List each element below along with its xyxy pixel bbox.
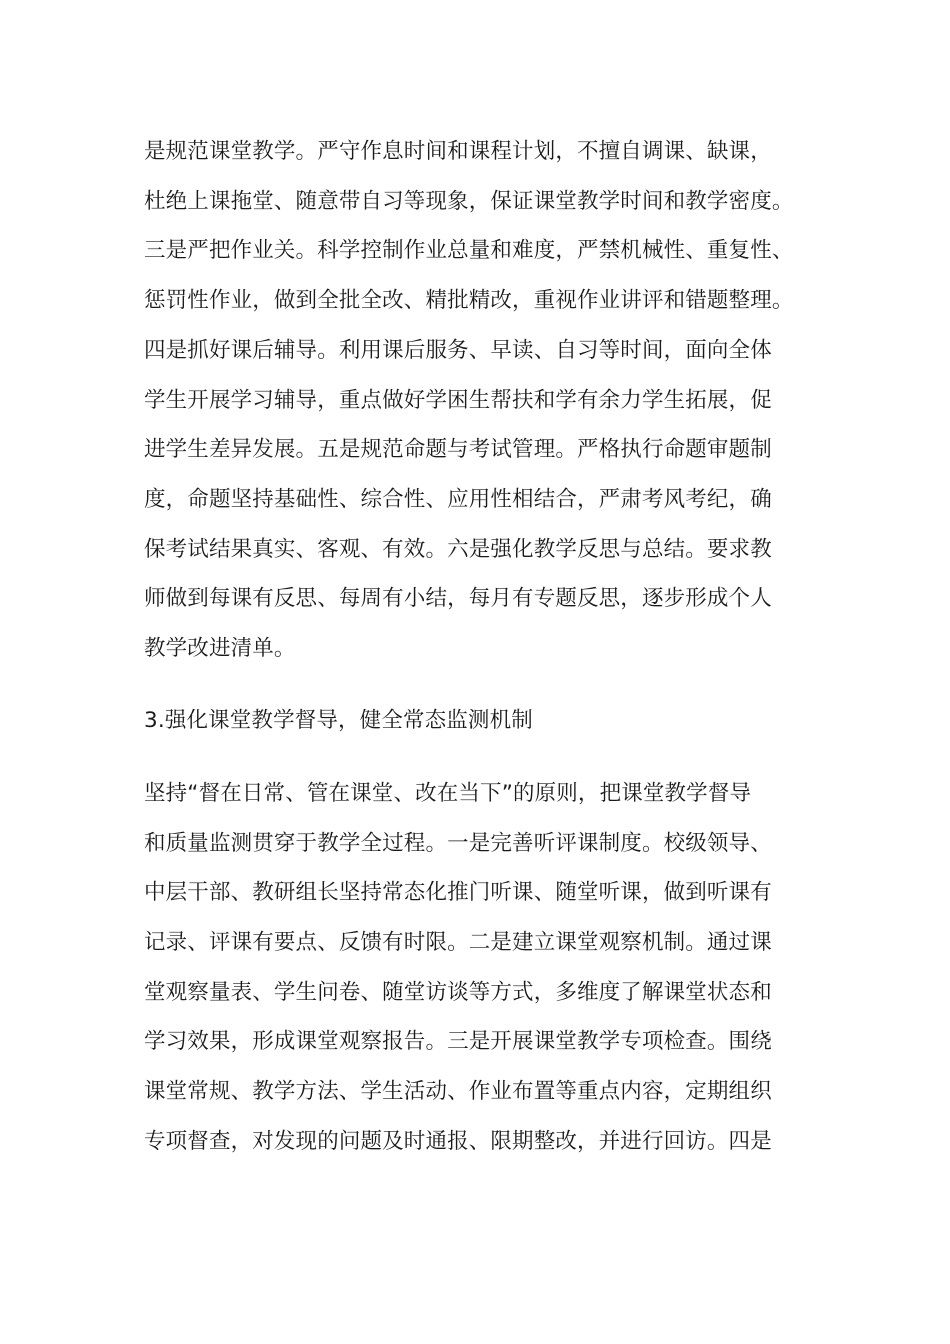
text-line: 课堂常规、教学方法、学生活动、作业布置等重点内容，定期组织 — [144, 1079, 772, 1104]
text-line: 进学生差异发展。五是规范命题与考试管理。严格执行命题审题制 — [144, 437, 772, 462]
text-line: 度，命题坚持基础性、综合性、应用性相结合，严肃考风考纪，确 — [144, 487, 772, 512]
text-line: 中层干部、教研组长坚持常态化推门听课、随堂听课，做到听课有 — [144, 880, 772, 905]
text-line: 学生开展学习辅导，重点做好学困生帮扶和学有余力学生拓展，促 — [144, 388, 772, 413]
text-line: 四是抓好课后辅导。利用课后服务、早读、自习等时间，面向全体 — [144, 338, 772, 363]
text-line: 是规范课堂教学。严守作息时间和课程计划，不擅自调课、缺课， — [144, 139, 772, 164]
text-line: 专项督查，对发现的问题及时通报、限期整改，并进行回访。四是 — [144, 1129, 772, 1154]
text-line: 惩罚性作业，做到全批全改、精批精改，重视作业讲评和错题整理。 — [144, 288, 794, 313]
text-line: 杜绝上课拖堂、随意带自习等现象，保证课堂教学时间和教学密度。 — [144, 189, 794, 214]
text-line: 保考试结果真实、客观、有效。六是强化教学反思与总结。要求教 — [144, 537, 772, 562]
text-line: 学习效果，形成课堂观察报告。三是开展课堂教学专项检查。围绕 — [144, 1029, 772, 1054]
text-line: 堂观察量表、学生问卷、随堂访谈等方式，多维度了解课堂状态和 — [144, 980, 772, 1005]
section-heading: 3.强化课堂教学督导，健全常态监测机制 — [144, 708, 533, 733]
text-line: 师做到每课有反思、每周有小结，每月有专题反思，逐步形成个人 — [144, 586, 772, 611]
text-line: 教学改进清单。 — [144, 636, 296, 661]
text-line: 三是严把作业关。科学控制作业总量和难度，严禁机械性、重复性、 — [144, 238, 794, 263]
text-line: 坚持“督在日常、管在课堂、改在当下”的原则，把课堂教学督导 — [144, 781, 752, 806]
text-line: 记录、评课有要点、反馈有时限。二是建立课堂观察机制。通过课 — [144, 930, 772, 955]
text-line: 和质量监测贯穿于教学全过程。一是完善听评课制度。校级领导、 — [144, 831, 772, 856]
